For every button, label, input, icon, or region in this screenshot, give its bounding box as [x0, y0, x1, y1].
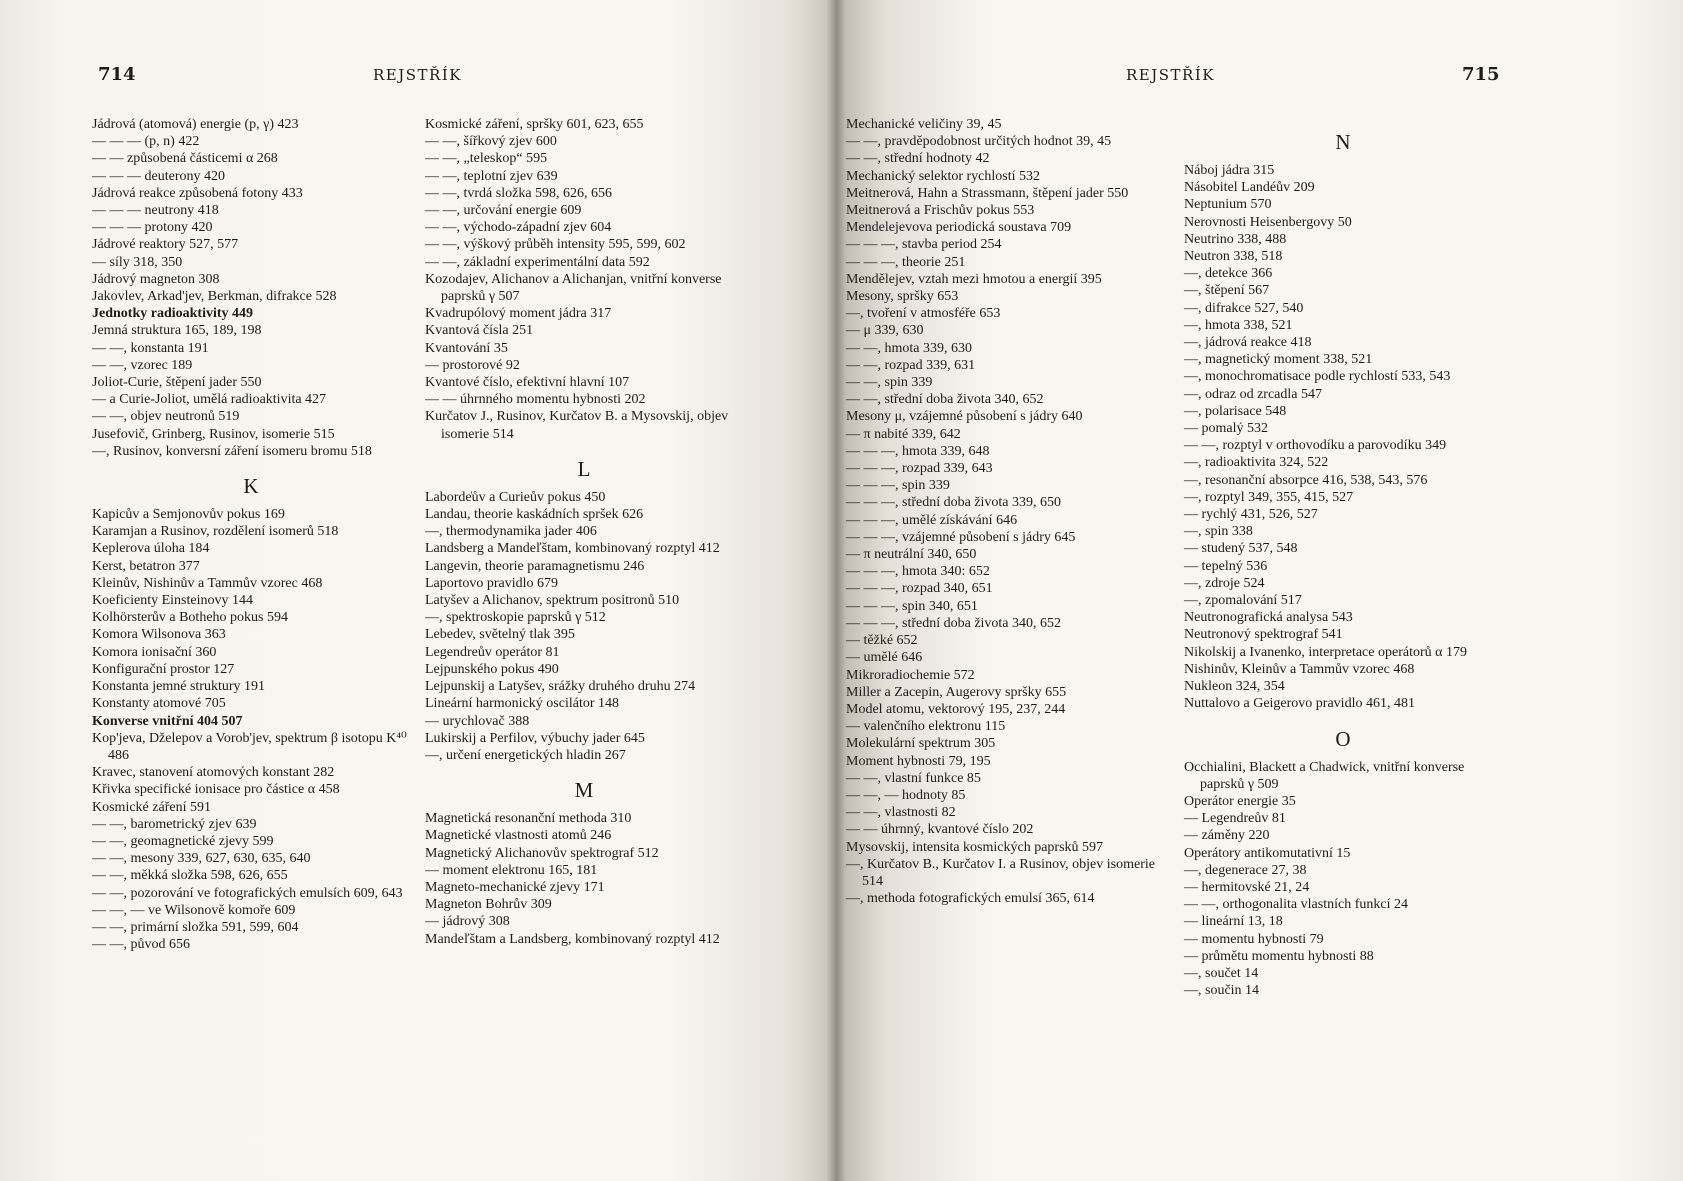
- index-entry: — Legendreův 81: [1184, 811, 1286, 827]
- index-entry: Nerovnosti Heisenbergovy 50: [1184, 214, 1352, 230]
- index-entry: Nukleon 324, 354: [1184, 679, 1285, 695]
- index-entry: — —, primární složka 591, 599, 604: [92, 919, 299, 935]
- index-entry: Jednotky radioaktivity 449: [92, 306, 254, 322]
- index-entry: — —, střední doba života 340, 652: [846, 392, 1044, 408]
- index-entry: Komora ionisační 360: [92, 644, 217, 660]
- index-entry: — —, původ 656: [92, 937, 190, 953]
- index-entry: — momentu hybnosti 79: [1184, 931, 1324, 947]
- index-entry: Kurčatov J., Rusinov, Kurčatov B. a Mysovskij, objev isomerie 514: [425, 409, 729, 442]
- index-entry: — studený 537, 548: [1184, 541, 1298, 557]
- index-entry: — —, šířkový zjev 600: [425, 134, 557, 150]
- index-entry: Operátory antikomutativní 15: [1184, 845, 1351, 861]
- index-entry: — — —, hmota 339, 648: [846, 443, 990, 459]
- index-entry: — —, pozorování ve fotografických emulsích 609, 643: [92, 885, 403, 901]
- index-entry: —, Rusinov, konversní záření isomeru bromu 518: [92, 443, 372, 459]
- index-entry: Jádrová (atomová) energie (p, γ) 423: [92, 117, 299, 132]
- index-entry: —, difrakce 527, 540: [1184, 300, 1304, 316]
- index-entry: Magnetické vlastnosti atomů 246: [425, 828, 612, 844]
- index-entry: — —, hmota 339, 630: [846, 340, 972, 356]
- index-entry: — π nabité 339, 642: [846, 426, 961, 442]
- index-entry: — —, vzorec 189: [92, 357, 193, 373]
- index-entry: Keplerova úloha 184: [92, 541, 210, 557]
- section-letter: O: [1335, 726, 1351, 751]
- index-entry: Magnetický Alichanovův spektrograf 512: [425, 845, 659, 861]
- index-entry: — — —, umělé získávání 646: [846, 512, 1018, 528]
- index-entry: Latyšev a Alichanov, spektrum positronů 510: [425, 593, 680, 609]
- index-entry: — —, měkká složka 598, 626, 655: [92, 868, 288, 884]
- index-entry: Kleinův, Nishinův a Tammův vzorec 468: [92, 575, 323, 591]
- section-letter: K: [243, 474, 259, 499]
- index-entry: Kvantování 35: [425, 340, 508, 356]
- index-entry: — —, rozpad 339, 631: [846, 357, 976, 373]
- index-entry: Kop'jeva, Dželepov a Vorob'jev, spektrum β isotopu K⁴⁰ 486: [92, 730, 407, 763]
- index-entry: Mendelejevova periodická soustava 709: [846, 220, 1072, 236]
- index-entry: — —, východo-západní zjev 604: [425, 220, 612, 236]
- index-entry: — — —, spin 339: [846, 478, 950, 494]
- left-page: [0, 0, 836, 1181]
- index-entry: —, součin 14: [1184, 983, 1260, 999]
- index-column-right-2: [1184, 116, 1502, 999]
- index-entry: Kvadrupólový moment jádra 317: [425, 306, 612, 322]
- index-entry: — — —, rozpad 340, 651: [846, 581, 993, 597]
- index-entry: Konstanty atomové 705: [92, 696, 226, 712]
- index-entry: — tepelný 536: [1184, 558, 1268, 574]
- index-entry: — —, základní experimentální data 592: [425, 254, 650, 270]
- index-entry: —, zpomalování 517: [1184, 593, 1302, 609]
- index-entry: — lineární 13, 18: [1184, 914, 1283, 930]
- index-column-right-1: [846, 116, 1164, 907]
- index-entry: — —, vlastní funkce 85: [846, 770, 981, 786]
- index-entry: —, Kurčatov B., Kurčatov I. a Rusinov, objev isomerie 514: [846, 856, 1155, 889]
- index-entry: Kosmické záření, spršky 601, 623, 655: [425, 117, 644, 132]
- index-entry: —, tvoření v atmosféře 653: [846, 306, 1001, 322]
- index-entry: — μ 339, 630: [846, 323, 924, 339]
- index-entry: Mechanický selektor rychlostí 532: [846, 168, 1041, 184]
- index-entry: Neutronografická analysa 543: [1184, 610, 1353, 626]
- index-entry: —, zdroje 524: [1184, 575, 1265, 591]
- index-entry: Neutron 338, 518: [1184, 249, 1283, 265]
- index-entry: Lejpunskij a Latyšev, srážky druhého druhu 274: [425, 679, 696, 695]
- index-entry: — —, výškový průběh intensity 595, 599, 602: [425, 237, 686, 253]
- index-entry: Neutronový spektrograf 541: [1184, 627, 1343, 643]
- index-entry: — jádrový 308: [425, 914, 510, 930]
- index-entry: — π neutrální 340, 650: [846, 547, 977, 563]
- index-entry: — —, určování energie 609: [425, 203, 582, 219]
- index-entry: — — —, střední doba života 339, 650: [846, 495, 1062, 511]
- index-entry: — —, — ve Wilsonově komoře 609: [92, 902, 296, 918]
- index-entry: —, štěpení 567: [1184, 283, 1270, 299]
- index-entry: Jakovlev, Arkad'jev, Berkman, difrakce 528: [92, 289, 337, 305]
- index-column-left-2: [425, 116, 743, 948]
- index-entry: Laborde̍ův a Curieův pokus 450: [425, 489, 606, 505]
- index-entry: Jádrové reaktory 527, 577: [92, 237, 239, 253]
- index-entry: Konstanta jemné struktury 191: [92, 679, 266, 695]
- index-entry: Komora Wilsonova 363: [92, 627, 226, 643]
- index-entry: Jemná struktura 165, 189, 198: [92, 323, 262, 339]
- index-column-left-1: [92, 116, 410, 953]
- index-entry: — —, vlastnosti 82: [846, 805, 956, 821]
- index-entry: Karamjan a Rusinov, rozdělení isomerů 518: [92, 524, 339, 540]
- index-entry: — valenčního elektronu 115: [846, 719, 1006, 735]
- index-entry: Náboj jádra 315: [1184, 163, 1275, 178]
- index-entry: Kolhörsterův a Botheho pokus 594: [92, 610, 288, 626]
- index-entry: Occhialini, Blackett a Chadwick, vnitřní konverse paprsků γ 509: [1184, 759, 1465, 792]
- index-entry: — —, — hodnoty 85: [846, 787, 966, 803]
- index-entry: Operátor energie 35: [1184, 793, 1296, 809]
- index-entry: Mesony, spršky 653: [846, 289, 959, 305]
- index-entry: Kozodajev, Alichanov a Alichanjan, vnitřní konverse paprsků γ 507: [425, 271, 722, 305]
- right-page: [836, 0, 1683, 1181]
- index-entry: Molekulární spektrum 305: [846, 736, 996, 752]
- index-entry: — —, střední hodnoty 42: [846, 151, 990, 167]
- index-entry: — umělé 646: [846, 650, 923, 666]
- index-entry: — moment elektronu 165, 181: [425, 862, 598, 878]
- book-gutter: [826, 0, 846, 1181]
- index-entry: Magneto-mechanické zjevy 171: [425, 879, 605, 895]
- index-entry: — prostorové 92: [425, 357, 520, 373]
- index-entry: —, spin 338: [1184, 524, 1253, 540]
- index-entry: — — — deuterony 420: [92, 168, 225, 184]
- index-entry: Neutrino 338, 488: [1184, 231, 1287, 247]
- index-entry: Kapicův a Semjonovův pokus 169: [92, 507, 285, 523]
- index-entry: — urychlovač 388: [425, 713, 530, 729]
- index-entry: — — —, theorie 251: [846, 254, 966, 270]
- index-entry: —, monochromatisace podle rychlostí 533, 543: [1184, 369, 1451, 385]
- index-entry: Landsberg a Mandeľštam, kombinovaný rozptyl 412: [425, 541, 720, 557]
- index-entry: — — úhrnný, kvantové číslo 202: [846, 822, 1034, 838]
- index-entry: — —, objev neutronů 519: [92, 409, 240, 425]
- index-entry: —, rozptyl 349, 355, 415, 527: [1184, 489, 1354, 505]
- index-entry: — — —, spin 340, 651: [846, 598, 978, 614]
- index-entry: —, určení energetických hladin 267: [425, 747, 626, 763]
- index-entry: — —, spin 339: [846, 375, 933, 391]
- index-entry: — — —, rozpad 339, 643: [846, 461, 993, 477]
- index-entry: Mandeľštam a Landsberg, kombinovaný rozptyl 412: [425, 931, 720, 947]
- index-entry: Langevin, theorie paramagnetismu 246: [425, 558, 645, 574]
- index-entry: —, radioaktivita 324, 522: [1184, 455, 1329, 471]
- page-number-left: 714: [98, 64, 136, 85]
- index-entry: Neptunium 570: [1184, 197, 1272, 213]
- index-entry: Meitnerová a Frischův pokus 553: [846, 203, 1035, 219]
- index-entry: Nikolskij a Ivanenko, interpretace operátorů α 179: [1184, 644, 1467, 660]
- index-entry: —, odraz od zrcadla 547: [1184, 386, 1322, 402]
- index-entry: —, magnetický moment 338, 521: [1184, 352, 1373, 368]
- index-entry: Koeficienty Einsteinovy 144: [92, 593, 253, 609]
- index-entry: —, methoda fotografických emulsí 365, 614: [846, 891, 1095, 907]
- index-entry: —, hmota 338, 521: [1184, 317, 1293, 333]
- index-entry: — —, rozptyl v orthovodíku a parovodíku 349: [1184, 438, 1447, 454]
- index-entry: — — —, střední doba života 340, 652: [846, 615, 1062, 631]
- index-entry: Lukirskij a Perfilov, výbuchy jader 645: [425, 730, 645, 746]
- index-entry: — — —, hmota 340: 652: [846, 564, 990, 580]
- index-entry: — — — protony 420: [92, 220, 213, 236]
- index-entry: — — — neutrony 418: [92, 203, 219, 219]
- index-entry: Konverse vnitřní 404 507: [92, 713, 243, 729]
- index-entry: Meitnerová, Hahn a Strassmann, štěpení jader 550: [846, 185, 1129, 201]
- index-entry: —, resonanční absorpce 416, 538, 543, 576: [1184, 472, 1428, 488]
- index-entry: — —, orthogonalita vlastních funkcí 24: [1184, 897, 1408, 913]
- index-entry: Kvantové číslo, efektivní hlavní 107: [425, 375, 630, 391]
- index-entry: Násobitel Landéův 209: [1184, 180, 1315, 196]
- index-entry: Nishinův, Kleinův a Tammův vzorec 468: [1184, 661, 1415, 677]
- index-entry: — —, konstanta 191: [92, 340, 209, 356]
- index-entry: Landau, theorie kaskádních spršek 626: [425, 507, 644, 523]
- index-entry: — — —, vzájemné působení s jádry 645: [846, 529, 1076, 545]
- index-entry: — těžké 652: [846, 633, 918, 649]
- index-entry: — záměny 220: [1184, 828, 1270, 844]
- index-entry: — —, geomagnetické zjevy 599: [92, 833, 274, 849]
- index-entry: Mysovskij, intensita kosmických paprsků 597: [846, 839, 1104, 855]
- index-entry: — — —, stavba period 254: [846, 237, 1002, 253]
- index-entry: Jádrová reakce způsobená fotony 433: [92, 185, 303, 201]
- index-entry: Magnetická resonanční methoda 310: [425, 811, 632, 827]
- section-letter: M: [574, 778, 594, 803]
- index-entry: —, součet 14: [1184, 965, 1259, 981]
- index-entry: Mesony μ, vzájemné působení s jádry 640: [846, 409, 1083, 425]
- index-entry: —, thermodynamika jader 406: [425, 524, 597, 540]
- index-entry: Lineární harmonický oscilátor 148: [425, 696, 619, 712]
- index-entry: Kerst, betatron 377: [92, 558, 200, 574]
- index-entry: — —, tvrdá složka 598, 626, 656: [425, 185, 613, 201]
- index-entry: —, polarisace 548: [1184, 403, 1287, 419]
- index-entry: Kosmické záření 591: [92, 799, 211, 815]
- index-entry: — pomalý 532: [1184, 421, 1268, 437]
- index-entry: Mendělejev, vztah mezi hmotou a energií 395: [846, 271, 1102, 287]
- index-entry: — —, teplotní zjev 639: [425, 168, 558, 184]
- index-entry: — a Curie-Joliot, umělá radioaktivita 427: [92, 392, 327, 408]
- index-entry: — síly 318, 350: [92, 254, 183, 270]
- index-entry: Kvantová čísla 251: [425, 323, 534, 339]
- index-entry: Jádrový magneton 308: [92, 271, 220, 287]
- index-entry: —, degenerace 27, 38: [1184, 862, 1307, 878]
- index-entry: Mikroradiochemie 572: [846, 667, 975, 683]
- index-entry: Model atomu, vektorový 195, 237, 244: [846, 701, 1066, 717]
- running-header-right: REJSTŘÍK: [1126, 66, 1215, 84]
- index-entry: Křivka specifické ionisace pro částice α 458: [92, 782, 340, 798]
- index-entry: Nuttalovo a Geigerovo pravidlo 461, 481: [1184, 696, 1415, 712]
- section-letter: L: [577, 456, 591, 481]
- index-entry: Legendreův operátor 81: [425, 644, 560, 660]
- index-entry: — — — (p, n) 422: [92, 134, 200, 150]
- page-number-right: 715: [1462, 64, 1500, 85]
- index-entry: —, jádrová reakce 418: [1184, 335, 1312, 351]
- index-entry: Mechanické veličiny 39, 45: [846, 117, 1002, 132]
- index-entry: —, spektroskopie paprsků γ 512: [425, 610, 606, 626]
- index-entry: — průmětu momentu hybnosti 88: [1184, 948, 1374, 964]
- index-entry: Lebedev, světelný tlak 395: [425, 627, 575, 643]
- index-entry: — —, mesony 339, 627, 630, 635, 640: [92, 851, 311, 867]
- running-header-left: REJSTŘÍK: [373, 66, 462, 84]
- index-entry: — —, „teleskop“ 595: [425, 151, 548, 167]
- index-entry: Lejpunského pokus 490: [425, 661, 559, 677]
- index-entry: Kravec, stanovení atomových konstant 282: [92, 765, 335, 781]
- index-entry: — —, barometrický zjev 639: [92, 816, 257, 832]
- index-entry: Konfigurační prostor 127: [92, 661, 235, 677]
- index-entry: Miller a Zacepin, Augerovy spršky 655: [846, 684, 1067, 700]
- section-letter: N: [1335, 130, 1351, 154]
- index-entry: Moment hybnosti 79, 195: [846, 753, 991, 769]
- index-entry: Jusefovič, Grinberg, Rusinov, isomerie 515: [92, 426, 335, 442]
- index-entry: —, detekce 366: [1184, 266, 1273, 282]
- index-entry: — — způsobená částicemi α 268: [92, 151, 278, 167]
- index-entry: Laportovo pravidlo 679: [425, 575, 558, 591]
- index-entry: — — úhrnného momentu hybnosti 202: [425, 392, 646, 408]
- index-entry: — hermitovské 21, 24: [1184, 879, 1310, 895]
- index-entry: Joliot-Curie, štěpení jader 550: [92, 375, 262, 391]
- index-entry: — rychlý 431, 526, 527: [1184, 507, 1318, 523]
- index-entry: — —, pravděpodobnost určitých hodnot 39, 45: [846, 134, 1112, 150]
- index-entry: Magneton Bohrův 309: [425, 897, 552, 913]
